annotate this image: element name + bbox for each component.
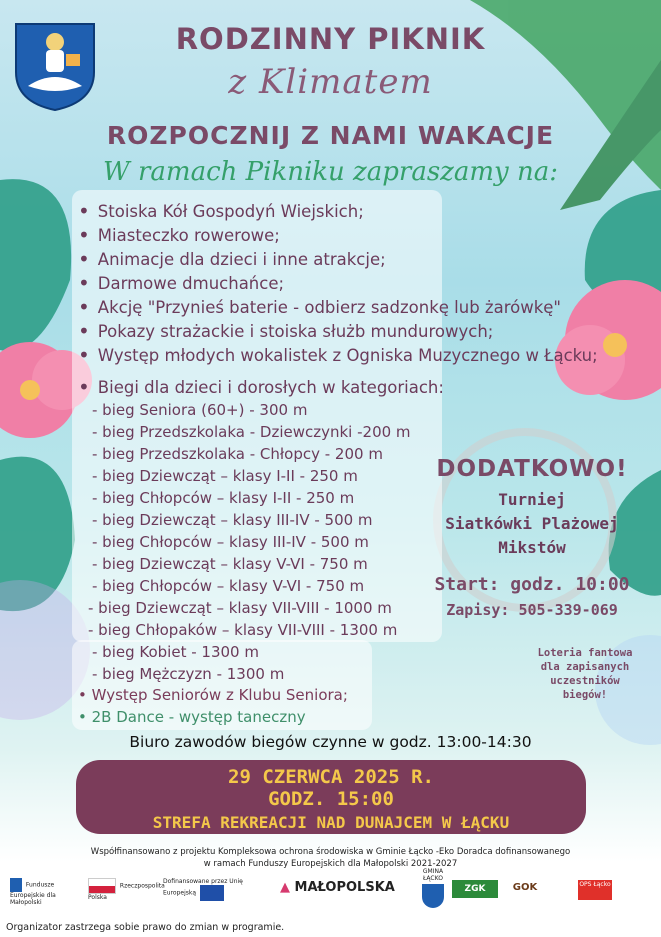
program-item: • Stoiska Kół Gospodyń Wiejskich;	[78, 198, 364, 222]
lottery-line: biegów!	[562, 689, 608, 701]
ops-logo	[578, 880, 612, 900]
footer-disclaimer: Organizator zastrzega sobie prawo do zmian w programie.	[6, 922, 285, 933]
ue-logo-label: Dofinansowane przez Unię Europejską	[163, 878, 243, 897]
race-category: - bieg Dziewcząt – klasy III-IV - 500 m	[92, 511, 373, 529]
race-office-hours: Biuro zawodów biegów czynne w godz. 13:00-14:30	[129, 733, 532, 751]
funding-line: w ramach Funduszy Europejskich dla Małopolski 2021-2027	[203, 859, 458, 869]
tournament-line: Siatkówki Plażowej	[445, 514, 619, 533]
rp-logo-label: Rzeczpospolita Polska	[88, 882, 165, 901]
zgk-label: ZGK	[464, 884, 486, 894]
race-category: - bieg Kobiet - 1300 m	[92, 643, 259, 661]
event-place: STREFA REKREACJI NAD DUNAJCEM W ŁĄCKU	[152, 813, 510, 832]
tournament-line: Mikstów	[498, 538, 566, 557]
event-date: 29 CZERWCA 2025 R.	[228, 766, 434, 788]
eu-flag-icon	[200, 885, 224, 901]
funding-line: Współfinansowano z projektu Kompleksowa ochrona środowiska w Gminie Łącko -Eko Doradca dofinansowanego	[90, 847, 571, 857]
funding-note	[0, 846, 661, 870]
program-item: • Występ młodych wokalistek z Ogniska Muzycznego w Łącku;	[78, 342, 598, 366]
race-category: - bieg Chłopców – klasy III-IV - 500 m	[92, 533, 369, 551]
race-category: - bieg Chłopców – klasy V-VI - 750 m	[92, 577, 365, 595]
race-category: - bieg Przedszkolaka - Dziewczynki -200 m	[92, 423, 411, 441]
fe-logo-label: Fundusze Europejskie dla Małopolski	[10, 881, 56, 906]
zgk-logo	[452, 880, 498, 898]
ops-label: OPS Łącko	[579, 881, 611, 888]
event-subtitle-script: z Klimatem	[228, 62, 433, 102]
gok-label: GOK	[512, 882, 538, 893]
fe-flag-icon	[10, 878, 22, 892]
signup-phone: Zapisy: 505-339-069	[446, 601, 618, 619]
malopolska-mark-icon: ▲	[280, 880, 290, 895]
race-category: - bieg Chłopaków – klasy VII-VIII - 1300 m	[88, 621, 398, 639]
lottery-note	[520, 646, 650, 702]
polish-flag-icon	[88, 878, 116, 894]
race-category: - bieg Dziewcząt – klasy I-II - 250 m	[92, 467, 358, 485]
gmina-label: GMINA ŁĄCKO	[422, 868, 444, 882]
malopolska-label: MAŁOPOLSKA	[294, 880, 395, 895]
hibiscus-flower-icon	[555, 280, 661, 400]
race-category: - bieg Chłopców – klasy I-II - 250 m	[92, 489, 355, 507]
event-slogan: ROZPOCZNIJ Z NAMI WAKACJE	[106, 121, 555, 150]
bullet-icon: •	[78, 686, 87, 704]
extra-item	[78, 708, 306, 726]
event-time: GODZ. 15:00	[268, 788, 394, 810]
race-category: - bieg Dziewcząt – klasy VII-VIII - 1000 m	[88, 599, 392, 617]
program-item: • Darmowe dmuchańce;	[78, 270, 284, 294]
extra-volleyball-box	[412, 456, 652, 619]
race-category: - bieg Seniora (60+) - 300 m	[92, 401, 308, 419]
program-item: • Animacje dla dzieci i inne atrakcje;	[78, 246, 386, 270]
lottery-line: Loteria fantowa	[537, 647, 633, 659]
extra-item	[78, 686, 348, 704]
race-category: - bieg Dziewcząt – klasy V-VI - 750 m	[92, 555, 368, 573]
rp-logo	[88, 878, 168, 901]
fe-logo	[10, 878, 80, 906]
sponsor-logos	[0, 870, 661, 926]
start-time: Start: godz. 10:00	[434, 574, 630, 595]
lottery-line: dla zapisanych	[540, 661, 630, 673]
program-item: • Akcję "Przynieś baterie - odbierz sadzonkę lub żarówkę"	[78, 294, 561, 318]
program-item: • Pokazy strażackie i stoiska służb mundurowych;	[78, 318, 493, 342]
program-item: • Biegi dla dzieci i dorosłych w kategoriach:	[78, 374, 444, 398]
date-banner	[76, 760, 586, 834]
race-category: - bieg Mężczyzn - 1300 m	[92, 665, 285, 683]
monstera-leaf-icon	[0, 179, 71, 351]
gmina-crest-icon	[422, 884, 444, 908]
extra-item-label: 2B Dance - występ taneczny	[91, 708, 306, 726]
tournament-line: Turniej	[498, 490, 566, 509]
ue-logo	[163, 878, 251, 901]
program-intro: W ramach Pikniku zapraszamy na:	[103, 157, 558, 187]
gmina-lacko-logo	[416, 868, 450, 908]
program-item: • Miasteczko rowerowe;	[78, 222, 280, 246]
gok-logo	[506, 880, 544, 896]
event-title: RODZINNY PIKNIK	[175, 22, 486, 56]
dodatkowo-heading: DODATKOWO!	[436, 456, 628, 482]
extra-item-label: Występ Seniorów z Klubu Seniora;	[91, 686, 348, 704]
lottery-line: uczestników	[550, 675, 620, 687]
race-category: - bieg Przedszkolaka - Chłopcy - 200 m	[92, 445, 383, 463]
bullet-icon: •	[78, 708, 87, 726]
malopolska-logo	[280, 880, 395, 896]
